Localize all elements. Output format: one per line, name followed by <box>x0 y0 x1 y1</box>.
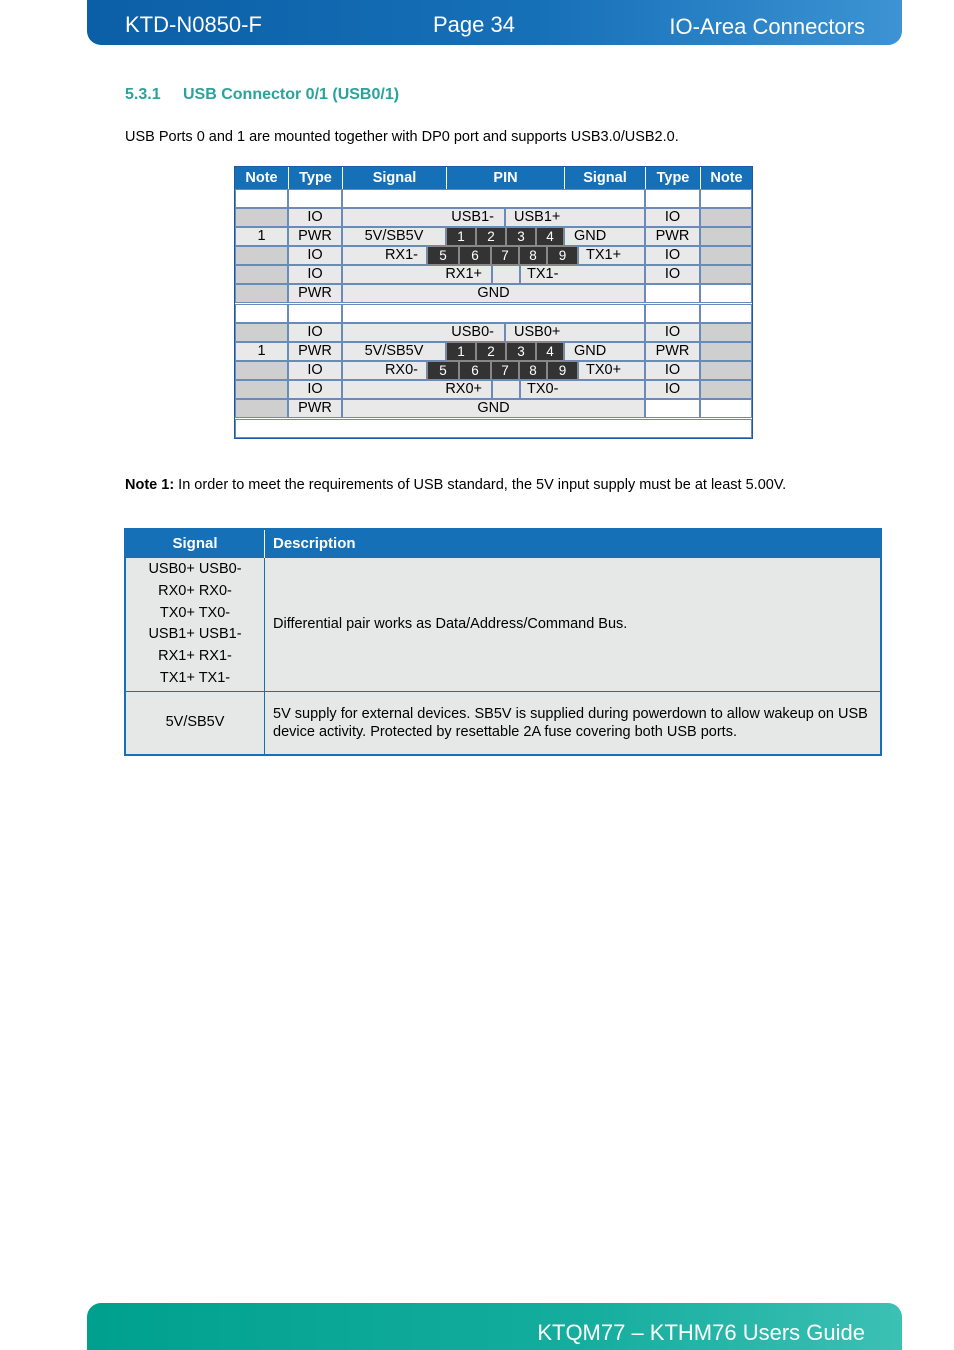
note-cell <box>700 265 752 284</box>
col-header-description: Description <box>265 530 881 558</box>
spacer-cell <box>288 189 342 208</box>
signal-line: RX1+ RX1- <box>158 648 232 665</box>
note-cell <box>700 361 752 380</box>
signal-cell: USB1- <box>342 208 505 227</box>
pin-cell: 6 <box>459 361 491 380</box>
pin-cell: 6 <box>459 246 491 265</box>
table-row <box>126 558 880 692</box>
type-cell: IO <box>645 265 700 284</box>
pin-cell: 9 <box>547 246 578 265</box>
pin-cell: 3 <box>506 227 536 246</box>
note-1 <box>125 477 786 493</box>
note-cell <box>700 323 752 342</box>
signal-cell: 5V/SB5V <box>342 227 446 246</box>
signal-cell: GND <box>342 284 645 303</box>
note-cell <box>700 380 752 399</box>
type-cell: PWR <box>645 227 700 246</box>
pinout-block-usb1 <box>235 189 752 304</box>
signal-cell <box>126 691 265 754</box>
signal-cell: RX0+ <box>342 380 492 399</box>
section-heading <box>125 86 399 104</box>
spacer-cell <box>645 304 700 323</box>
type-cell: IO <box>645 323 700 342</box>
spacer-cell <box>492 380 520 399</box>
pinout-header-signal-right: Signal <box>564 167 645 189</box>
pinout-header-type-left: Type <box>288 167 342 189</box>
type-cell: PWR <box>288 284 342 303</box>
spacer-cell <box>700 189 752 208</box>
signal-cell: GND <box>342 399 645 418</box>
page-footer <box>87 1303 902 1350</box>
type-cell: IO <box>288 380 342 399</box>
type-cell: IO <box>645 380 700 399</box>
pin-cell: 1 <box>446 342 476 361</box>
pinout-block-usb0 <box>235 304 752 419</box>
note-cell <box>700 246 752 265</box>
note-cell <box>700 284 752 303</box>
signal-cell: USB0- <box>342 323 505 342</box>
pin-cell: 3 <box>506 342 536 361</box>
note-cell <box>700 342 752 361</box>
note-cell <box>235 265 288 284</box>
signal-line: 5V/SB5V <box>165 713 225 730</box>
type-cell: IO <box>288 361 342 380</box>
note-cell <box>235 284 288 303</box>
type-cell: IO <box>288 323 342 342</box>
spacer-cell <box>342 304 645 323</box>
spacer-cell <box>235 304 288 323</box>
note-cell <box>235 380 288 399</box>
signal-cell: 5V/SB5V <box>342 342 446 361</box>
pinout-header-note-right: Note <box>700 167 752 189</box>
spacer-cell <box>235 189 288 208</box>
signal-line: TX1+ TX1- <box>159 669 231 686</box>
note-cell <box>700 399 752 418</box>
pin-cell: 7 <box>491 361 519 380</box>
pinout-header-note-left: Note <box>235 167 288 189</box>
type-cell: IO <box>645 246 700 265</box>
note-1-text: In order to meet the requirements of USB standard, the 5V input supply must be at least 5.00V. <box>174 477 787 493</box>
signal-cell: GND <box>564 227 645 246</box>
spacer-cell <box>492 265 520 284</box>
section-number: 5.3.1 <box>125 86 161 103</box>
signal-cell: TX0+ <box>578 361 645 380</box>
note-cell <box>700 208 752 227</box>
signal-line: USB1+ USB1- <box>148 626 242 643</box>
type-cell: IO <box>288 265 342 284</box>
note-cell <box>235 246 288 265</box>
spacer-cell <box>342 189 645 208</box>
footer-title: KTQM77 – KTHM76 Users Guide <box>537 1320 865 1345</box>
type-cell: IO <box>645 361 700 380</box>
type-cell: PWR <box>288 399 342 418</box>
signal-cell: TX0- <box>520 380 645 399</box>
description-cell: 5V supply for external devices. SB5V is supplied during powerdown to allow wakeup on USB device activity. Protected by resettable 2A fuse covering both USB ports. <box>265 691 881 754</box>
signal-cell <box>126 558 265 692</box>
intro-paragraph: USB Ports 0 and 1 are mounted together with DP0 port and supports USB3.0/USB2.0. <box>125 129 679 145</box>
signal-cell: GND <box>564 342 645 361</box>
note-1-label: Note 1: <box>125 477 175 493</box>
pin-cell: 4 <box>536 342 564 361</box>
pin-cell: 5 <box>427 361 459 380</box>
type-cell: PWR <box>645 342 700 361</box>
signal-cell: RX1- <box>342 246 427 265</box>
table-row <box>126 691 880 754</box>
note-cell <box>700 227 752 246</box>
page-header <box>87 0 902 45</box>
description-cell: Differential pair works as Data/Address/Command Bus. <box>265 558 881 692</box>
signal-line: RX0+ RX0- <box>158 582 232 599</box>
signal-cell: TX1- <box>520 265 645 284</box>
type-cell: IO <box>288 208 342 227</box>
pin-cell: 7 <box>491 246 519 265</box>
section-name: IO-Area Connectors <box>669 14 865 39</box>
signal-line: TX0+ TX0- <box>159 604 231 621</box>
type-cell: IO <box>645 208 700 227</box>
signal-line: USB0+ USB0- <box>148 561 242 577</box>
spacer-cell <box>235 419 752 438</box>
signal-cell: TX1+ <box>578 246 645 265</box>
spacer-cell <box>645 189 700 208</box>
type-cell <box>645 399 700 418</box>
pin-cell: 2 <box>476 342 506 361</box>
note-cell <box>235 399 288 418</box>
signal-description-table <box>124 528 882 756</box>
note-cell <box>235 323 288 342</box>
note-cell: 1 <box>235 342 288 361</box>
pinout-table <box>234 166 753 439</box>
pin-cell: 9 <box>547 361 578 380</box>
note-cell <box>235 361 288 380</box>
pin-cell: 4 <box>536 227 564 246</box>
spacer-cell <box>288 304 342 323</box>
signal-cell: USB1+ <box>505 208 645 227</box>
type-cell <box>645 284 700 303</box>
spacer-cell <box>700 304 752 323</box>
note-cell: 1 <box>235 227 288 246</box>
note-cell <box>235 208 288 227</box>
page-number: Page 34 <box>433 12 515 37</box>
pinout-header-type-right: Type <box>645 167 700 189</box>
doc-id: KTD-N0850-F <box>125 12 262 37</box>
pin-cell: 8 <box>519 361 547 380</box>
section-title-text: USB Connector 0/1 (USB0/1) <box>183 86 400 103</box>
pin-cell: 8 <box>519 246 547 265</box>
pin-cell: 5 <box>427 246 459 265</box>
col-header-signal: Signal <box>126 530 265 558</box>
pin-cell: 2 <box>476 227 506 246</box>
signal-cell: RX0- <box>342 361 427 380</box>
pinout-header-signal-left: Signal <box>342 167 446 189</box>
signal-cell: USB0+ <box>505 323 645 342</box>
type-cell: IO <box>288 246 342 265</box>
pin-cell: 1 <box>446 227 476 246</box>
type-cell: PWR <box>288 342 342 361</box>
type-cell: PWR <box>288 227 342 246</box>
pinout-header-pin: PIN <box>446 167 564 189</box>
signal-cell: RX1+ <box>342 265 492 284</box>
